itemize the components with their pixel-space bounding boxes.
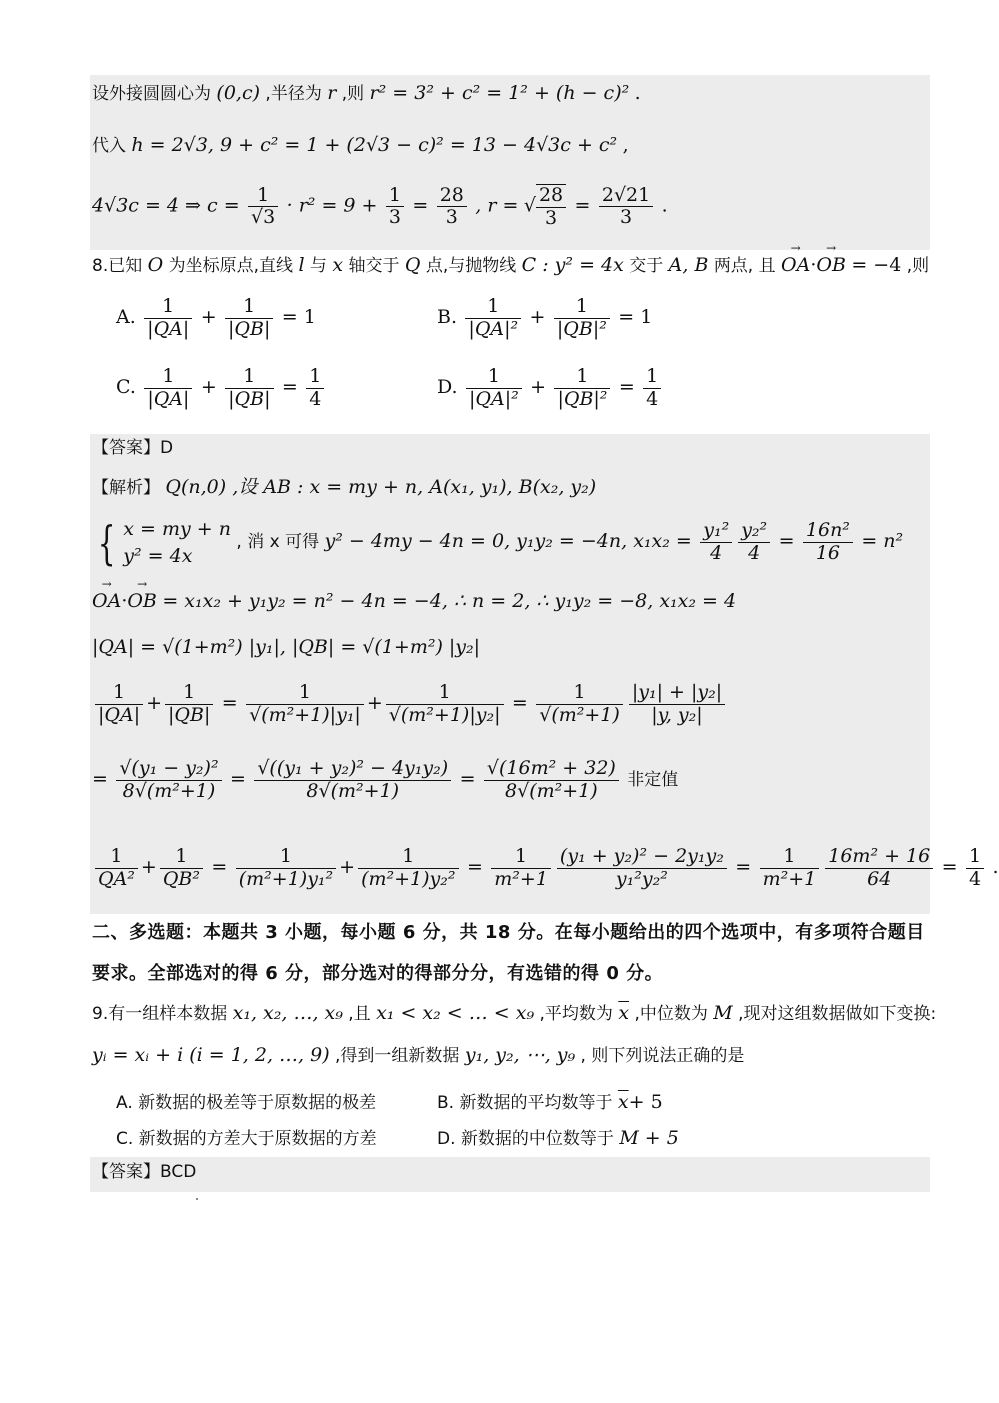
question-9-stem-line-2: yᵢ = xᵢ + i (i = 1, 2, …, 9) ,得到一组新数据 y₁, y₂, ⋯, y₉ , 则下列说法正确的是	[92, 1044, 745, 1066]
q9-answer-label: 【答案】BCD	[92, 1162, 197, 1182]
sqrt-sign: √	[523, 194, 536, 217]
q9-option-d[interactable]: D. 新数据的中位数等于 M + 5	[437, 1127, 679, 1149]
q9-option-c[interactable]: C. 新数据的方差大于原数据的方差	[116, 1129, 377, 1149]
q9-option-a[interactable]: A. 新数据的极差等于原数据的极差	[116, 1093, 377, 1113]
q9-option-b[interactable]: B. 新数据的平均数等于 $\overline{x}+ 5$	[437, 1091, 663, 1113]
fraction: $\frac{28}{3}$	[536, 184, 566, 230]
question-9-stem-line-1: 9.有一组样本数据 x₁, x₂, …, x₉ ,且 x₁ < x₂ < … < x₉ ,平均数为 $\overline{x}$ ,中位数为 M ,现对这组数据做如下变换:	[92, 1002, 937, 1024]
answer-shade-block	[90, 1157, 930, 1192]
analysis-line-4: |QA| = √(1+m²) |y₁|, |QB| = √(1+m²) |y₂|	[92, 636, 481, 658]
analysis-line-2: { x = my + n y² = 4x , 消 x 可得 y² − 4my − 4n = 0, y₁y₂ = −4n, x₁x₂ = $\frac{\text{y₁²}}{4}$ $\frac{\text{y₂²}}{4}$ = $\frac{\text{16n²}}{16}$ = n²	[97, 515, 904, 570]
stray-dot	[196, 1198, 198, 1200]
analysis-line-3: → OA·→ OB = x₁x₂ + y₁y₂ = n² − 4n = −4, ∴ n = 2, ∴ y₁y₂ = −8, x₁x₂ = 4	[92, 590, 736, 613]
fraction: $\frac{1}{3}$	[386, 185, 404, 230]
option-a[interactable]: A. $\frac{1}{|QA|}$ + $\frac{1}{|QB|}$ = 1	[116, 295, 316, 340]
fraction: $\frac{28}{3}$	[437, 185, 467, 230]
analysis-line-7: $\frac{1}{\text{QA²}}$ + $\frac{1}{\text{QB²}}$ = $\frac{1}{\text{(m²+1)y₁²}}$ + $\frac{1}{\text{(m²+1)y₂²}}$ = $\frac{1}{\text{m²+1}}$ $\frac{\text{(y₁ + y₂)² − 2y₁y₂}}{\text{y₁²y₂²}}$ = $\frac{1}{\text{m²+1}}$ $\frac{\text{16m² + 16}}{64}$ = $\frac{1}{4}$ .	[92, 846, 999, 891]
analysis-shade-block	[90, 434, 930, 914]
question-8-stem: 8.已知 O 为坐标原点,直线 l 与 x 轴交于 Q 点,与抛物线 C : y² = 4x 交于 A, B 两点, 且 → OA·→ OB = −4 ,则	[92, 254, 929, 277]
analysis-line-1: 【解析】 Q(n,0) ,设 AB : x = my + n, A(x₁, y₁), B(x₂, y₂)	[92, 476, 597, 498]
section-2-heading: 二、多选题：本题共 3 小题，每小题 6 分，共 18 分。在每小题给出的四个选项中，有多项符合题目要求。全部选对的得 6 分，部分选对的得部分分，有选错的得 0 分。	[92, 922, 925, 984]
fraction: $\frac{2√21}{3}$	[599, 185, 653, 230]
option-d[interactable]: D. $\frac{1}{\text{|QA|²}}$ + $\frac{1}{\text{|QB|²}}$ = $\frac{1}{4}$	[437, 366, 664, 411]
solution-line-1: 设外接圆圆心为 (0,c) ,半径为 r ,则 r² = 3² + c² = 1² + (h − c)² .	[92, 82, 641, 104]
answer-label: 【答案】D	[92, 438, 174, 458]
fraction: $\frac{1}{√3}$	[248, 185, 278, 230]
analysis-line-6: = $\frac{\text{√(y₁ − y₂)²}}{\text{8√(m²+1)}}$ = $\frac{\text{√((y₁ + y₂)² − 4y₁y₂)}}{\text{8√(m²+1)}}$ = $\frac{\text{√(16m² + 32)}}{\text{8√(m²+1)}}$ 非定值	[92, 757, 679, 802]
option-c[interactable]: C. $\frac{1}{|QA|}$ + $\frac{1}{|QB|}$ = $\frac{1}{4}$	[116, 366, 327, 411]
option-b[interactable]: B. $\frac{1}{\text{|QA|²}}$ + $\frac{1}{\text{|QB|²}}$ = 1	[437, 295, 653, 340]
analysis-line-5: $\frac{1}{|QA|}$ + $\frac{1}{|QB|}$ = $\frac{1}{\text{√(m²+1)|y₁|}}$ + $\frac{1}{\text{√(m²+1)|y₂|}}$ = $\frac{1}{\text{√(m²+1)}}$ $\frac{\text{|y₁| + |y₂|}}{\text{|y, y₂|}}$	[92, 682, 728, 727]
solution-line-2: 代入 h = 2√3, 9 + c² = 1 + (2√3 − c)² = 13 − 4√3c + c² ,	[92, 134, 629, 156]
solution-line-3: 4√3c = 4 ⇒ c = $\frac{1}{√3}$ · r² = 9 + $\frac{1}{3}$ = $\frac{28}{3}$ , r = √ $\frac{28}{3}$ = $\frac{2√21}{3}$ .	[92, 183, 668, 229]
